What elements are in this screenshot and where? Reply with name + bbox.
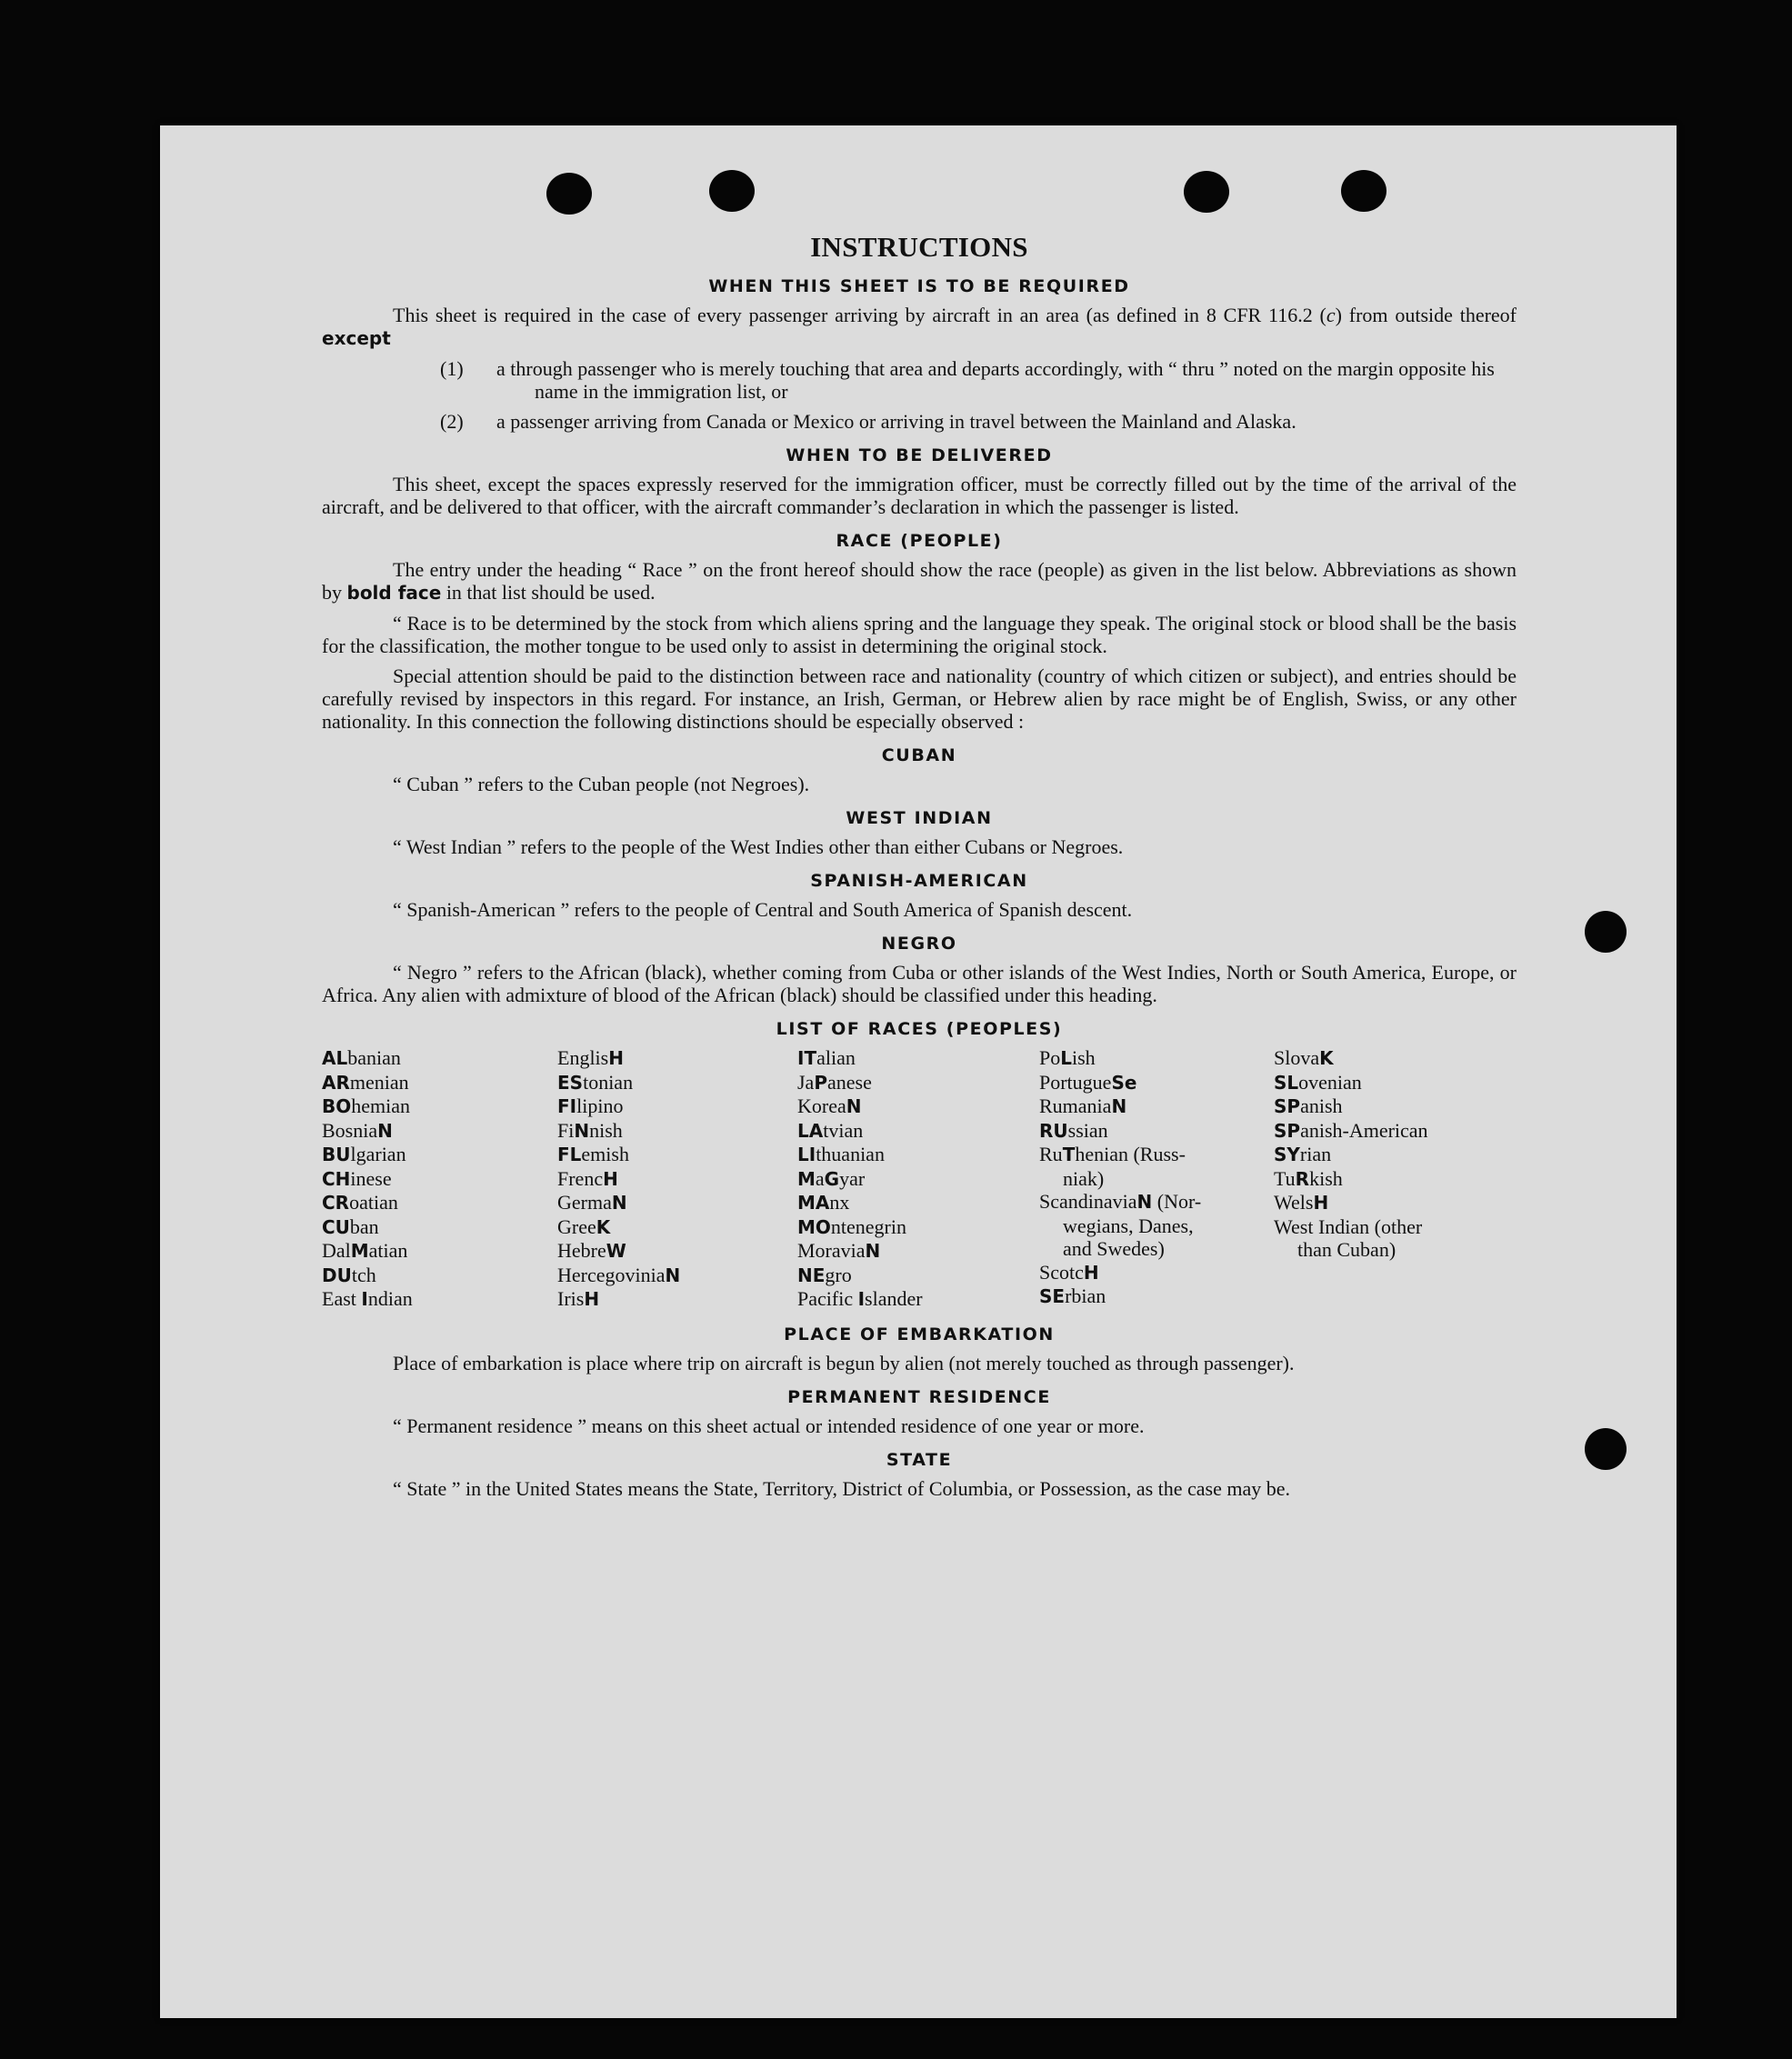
heading-spanish-american: SPANISH-AMERICAN — [810, 871, 1028, 891]
negro-text: “ Negro ” refers to the African (black), whether coming from Cuba or other islands of the West Indies, North or South America, Europe, or Africa. Any alien with admixture of blood of the African (black) should be classified under this heading. — [322, 961, 1517, 1006]
race-entry: West Indian (other — [1274, 1214, 1423, 1238]
heading-delivered: WHEN TO BE DELIVERED — [786, 445, 1053, 465]
race-entry: SErbian — [1039, 1284, 1106, 1307]
races-column — [557, 1046, 797, 1312]
punch-hole — [709, 170, 755, 212]
instructions-content — [322, 231, 1517, 1507]
race-entry: wegians, Danes, — [1063, 1214, 1194, 1237]
heading-cuban: CUBAN — [881, 745, 957, 765]
document-page — [160, 125, 1677, 2018]
exception-item: (2) a passenger arriving from Canada or Mexico or arriving in travel between the Mainland and Alaska. — [440, 410, 1296, 433]
race-entry: RumaniaN — [1039, 1094, 1127, 1117]
west-indian-text: “ West Indian ” refers to the people of the West Indies other than either Cubans or Negroes. — [393, 835, 1124, 858]
exception-item: (1) a through passenger who is merely touching that area and departs accordingly, with “ thru ” noted on the margin opposite his name in the immigration list, or — [440, 357, 1495, 403]
race-entry: HebreW — [557, 1239, 626, 1262]
punch-hole — [546, 173, 592, 215]
race-entry: CHinese — [322, 1166, 392, 1190]
race-entry: NEgro — [797, 1263, 852, 1286]
race-entry: FrencH — [557, 1166, 618, 1190]
race-entry: RuThenian (Russ- — [1039, 1143, 1186, 1165]
heading-state: STATE — [886, 1449, 953, 1470]
race-entry: GermaN — [557, 1191, 627, 1214]
race-entry: RUssian — [1039, 1118, 1108, 1142]
punch-hole — [1341, 170, 1387, 212]
race-entry: FIlipino — [557, 1094, 624, 1117]
race-entry: DalMatian — [322, 1239, 408, 1262]
race-entry: niak) — [1063, 1166, 1105, 1190]
race-paragraph-3: Special attention should be paid to the distinction between race and nationality (country of which citizen or subject), and entries should be carefully revised by inspectors in this regard. For instance, an Irish, German, or Hebrew alien by race might be of English, Swiss, or any other nationality. In this connection the following distinctions should be especially observed : — [322, 665, 1517, 733]
race-entry: SlovaK — [1274, 1046, 1334, 1069]
race-entry: MaGyar — [797, 1166, 866, 1190]
race-paragraph-1: The entry under the heading “ Race ” on the front hereof should show the race (people) as given in the list below. Abbreviations as shown by bold face in that list should be used. — [322, 558, 1517, 604]
race-entry: IrisH — [557, 1287, 600, 1310]
races-column — [1274, 1046, 1517, 1312]
race-entry: TuRkish — [1274, 1166, 1343, 1190]
race-entry: JaPanese — [797, 1070, 872, 1094]
heading-negro: NEGRO — [881, 934, 957, 954]
race-entry: MOntenegrin — [797, 1214, 906, 1238]
race-entry: GreeK — [557, 1214, 611, 1238]
race-entry: ITalian — [797, 1046, 856, 1069]
race-entry: KoreaN — [797, 1094, 862, 1117]
race-entry: than Cuban) — [1297, 1238, 1397, 1261]
delivered-text: This sheet, except the spaces expressly reserved for the immigration officer, must be correctly filled out by the time of the arrival of the aircraft, and be delivered to that officer, with the aircraft commander’s declaration in which the passenger is listed. — [322, 473, 1517, 518]
race-entry: WelsH — [1274, 1191, 1329, 1214]
spanish-american-text: “ Spanish-American ” refers to the people of Central and South America of Spanish descent. — [393, 898, 1133, 921]
race-entry: SYrian — [1274, 1143, 1332, 1165]
race-entry: ScotcH — [1039, 1260, 1099, 1284]
heading-required: WHEN THIS SHEET IS TO BE REQUIRED — [708, 276, 1130, 296]
race-entry: LIthuanian — [797, 1143, 885, 1165]
races-column — [322, 1046, 557, 1312]
residence-text: “ Permanent residence ” means on this sheet actual or intended residence of one year or more. — [393, 1414, 1145, 1437]
punch-hole — [1585, 1428, 1627, 1470]
race-entry: BUlgarian — [322, 1143, 406, 1165]
race-entry: ARmenian — [322, 1070, 409, 1094]
race-entry: Pacific Islander — [797, 1287, 923, 1310]
race-paragraph-2: “ Race is to be determined by the stock from which aliens spring and the language they speak. The original stock or blood shall be the basis for the classification, the mother tongue to be used only to assist in determining the original stock. — [322, 612, 1517, 657]
race-entry: and Swedes) — [1063, 1237, 1165, 1260]
race-entry: FLemish — [557, 1143, 629, 1165]
race-entry: East Indian — [322, 1287, 413, 1310]
race-entry: MAnx — [797, 1191, 850, 1214]
race-entry: BosniaN — [322, 1118, 393, 1142]
race-entry: EnglisH — [557, 1046, 624, 1069]
race-entry: BOhemian — [322, 1094, 411, 1117]
state-text: “ State ” in the United States means the State, Territory, District of Columbia, or Possession, as the case may be. — [393, 1476, 1291, 1500]
race-entry: ScandinaviaN (Nor- — [1039, 1190, 1202, 1213]
punch-hole — [1184, 171, 1229, 213]
races-list — [322, 1046, 1517, 1312]
heading-embarkation: PLACE OF EMBARKATION — [784, 1324, 1055, 1344]
race-entry: PortugueSe — [1039, 1070, 1137, 1094]
race-entry: SPanish — [1274, 1094, 1343, 1117]
heading-residence: PERMANENT RESIDENCE — [787, 1386, 1051, 1407]
race-entry: MoraviaN — [797, 1239, 881, 1262]
heading-race: RACE (PEOPLE) — [836, 531, 1003, 551]
heading-west-indian: WEST INDIAN — [846, 808, 993, 828]
punch-hole — [1585, 911, 1627, 953]
race-entry: DUtch — [322, 1263, 376, 1286]
race-entry: LAtvian — [797, 1118, 864, 1142]
heading-list-of-races: LIST OF RACES (PEOPLES) — [776, 1019, 1063, 1039]
race-entry: PoLish — [1039, 1046, 1096, 1069]
race-entry: EStonian — [557, 1070, 634, 1094]
race-entry: FiNnish — [557, 1118, 623, 1142]
races-column — [1039, 1046, 1274, 1312]
races-column — [797, 1046, 1039, 1312]
embarkation-text: Place of embarkation is place where trip on aircraft is begun by alien (not merely touched as through passenger). — [393, 1351, 1295, 1374]
race-entry: SLovenian — [1274, 1070, 1362, 1094]
race-entry: CUban — [322, 1214, 379, 1238]
race-entry: ALbanian — [322, 1046, 401, 1069]
cuban-text: “ Cuban ” refers to the Cuban people (not Negroes). — [393, 773, 810, 795]
race-entry: CRoatian — [322, 1191, 398, 1214]
page-title: INSTRUCTIONS — [810, 231, 1028, 263]
race-entry: HercegoviniaN — [557, 1263, 681, 1286]
race-entry: SPanish-American — [1274, 1118, 1428, 1142]
required-intro: This sheet is required in the case of every passenger arriving by aircraft in an area (as defined in 8 CFR 116.2 (c) from outside thereof except — [322, 304, 1517, 349]
